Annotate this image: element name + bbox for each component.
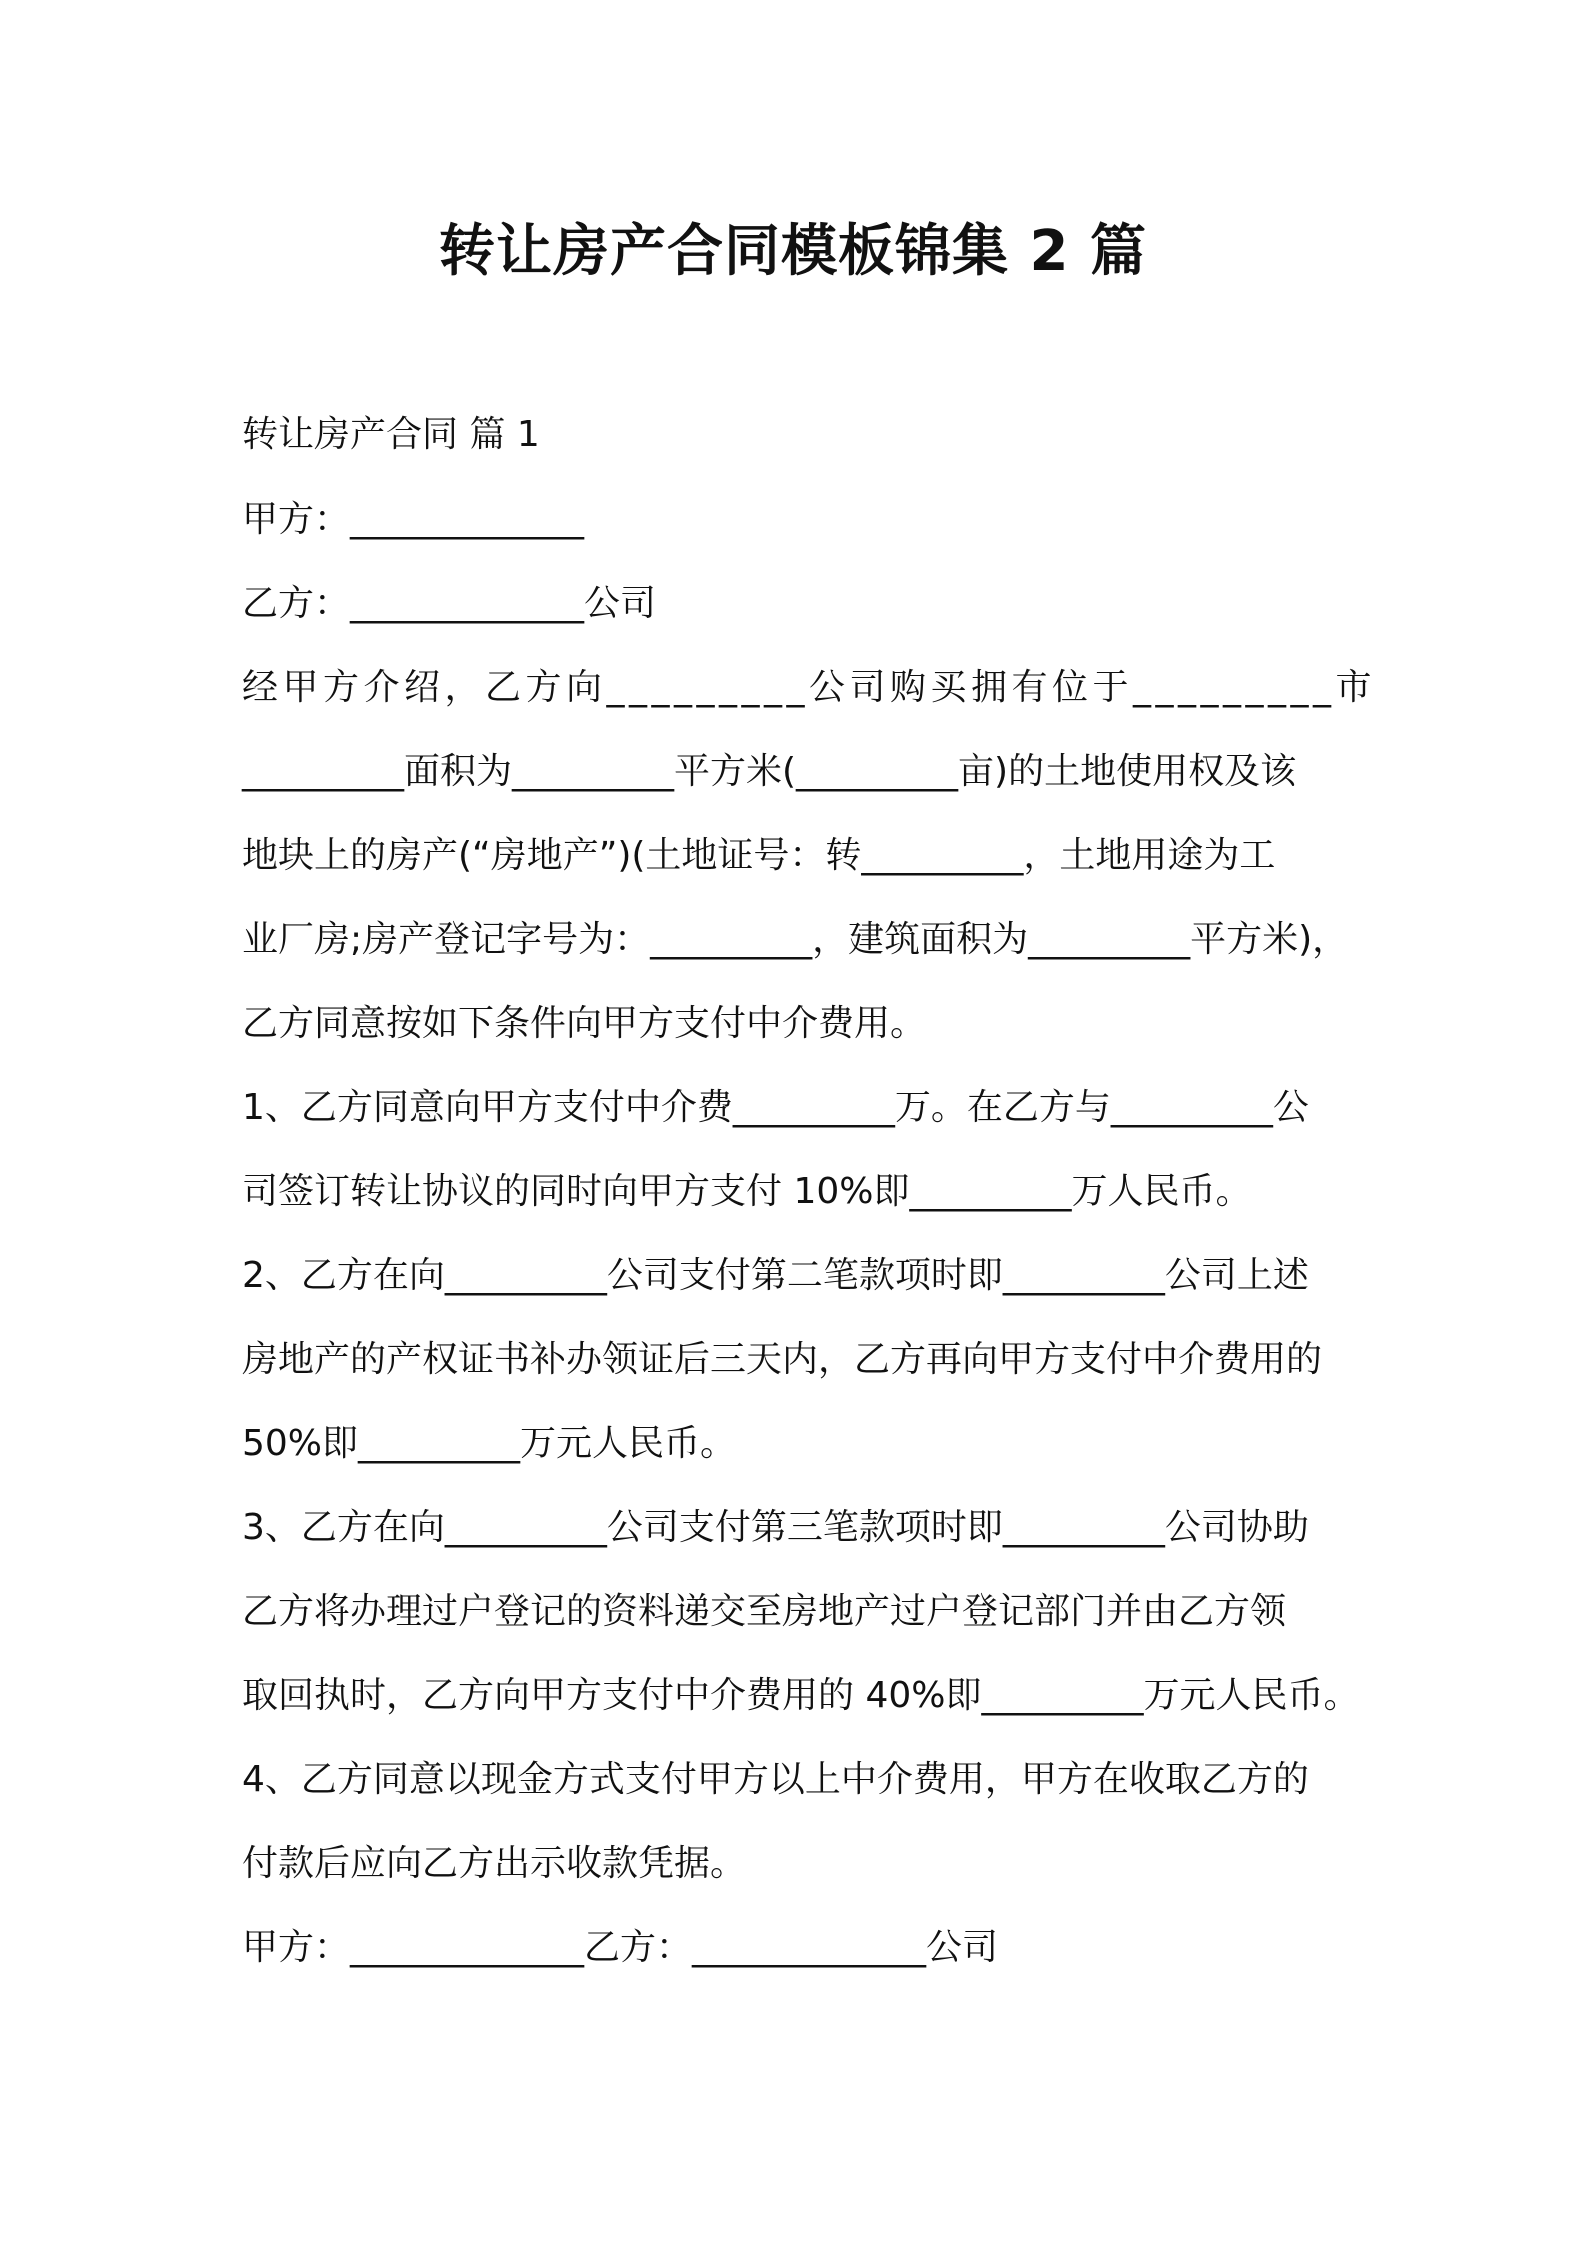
clause-4-line: 4、乙方同意以现金方式支付甲方以上中介费用，甲方在收取乙方的 bbox=[242, 1759, 1309, 1800]
paragraph-line: 经甲方介绍，乙方向_________公司购买拥有位于_________市 bbox=[242, 667, 1377, 708]
clause-1-line: 1、乙方同意向甲方支付中介费_________万。在乙方与_________公 bbox=[242, 1087, 1309, 1128]
party-a-line: 甲方：_____________ bbox=[242, 499, 585, 540]
paragraph-line: 业厂房;房产登记字号为：_________，建筑面积为_________平方米)， bbox=[242, 919, 1349, 960]
clause-2-line: 2、乙方在向_________公司支付第二笔款项时即_________公司上述 bbox=[242, 1255, 1309, 1296]
clause-3-line: 3、乙方在向_________公司支付第三笔款项时即_________公司协助 bbox=[242, 1507, 1309, 1548]
paragraph-line: 地块上的房产(“房地产”)(土地证号：转_________，土地用途为工 bbox=[242, 835, 1276, 876]
clause-4-line: 付款后应向乙方出示收款凭据。 bbox=[242, 1843, 747, 1884]
clause-2-line: 房地产的产权证书补办领证后三天内，乙方再向甲方支付中介费用的 bbox=[242, 1339, 1323, 1380]
clause-3-line: 取回执时，乙方向甲方支付中介费用的 40%即_________万元人民币。 bbox=[242, 1675, 1360, 1716]
signature-line: 甲方：_____________乙方：_____________公司 bbox=[242, 1927, 999, 1968]
clause-3-line: 乙方将办理过户登记的资料递交至房地产过户登记部门并由乙方领 bbox=[242, 1591, 1287, 1632]
document-title: 转让房产合同模板锦集 2 篇 bbox=[439, 219, 1147, 284]
section-heading: 转让房产合同 篇 1 bbox=[242, 414, 540, 455]
party-b-line: 乙方：_____________公司 bbox=[242, 583, 657, 624]
paragraph-line: _________面积为_________平方米(_________亩)的土地使用权及该 bbox=[242, 751, 1297, 792]
paragraph-line: 乙方同意按如下条件向甲方支付中介费用。 bbox=[242, 1003, 927, 1044]
clause-2-line: 50%即_________万元人民币。 bbox=[242, 1423, 737, 1464]
clause-1-line: 司签订转让协议的同时向甲方支付 10%即_________万人民币。 bbox=[242, 1171, 1252, 1212]
